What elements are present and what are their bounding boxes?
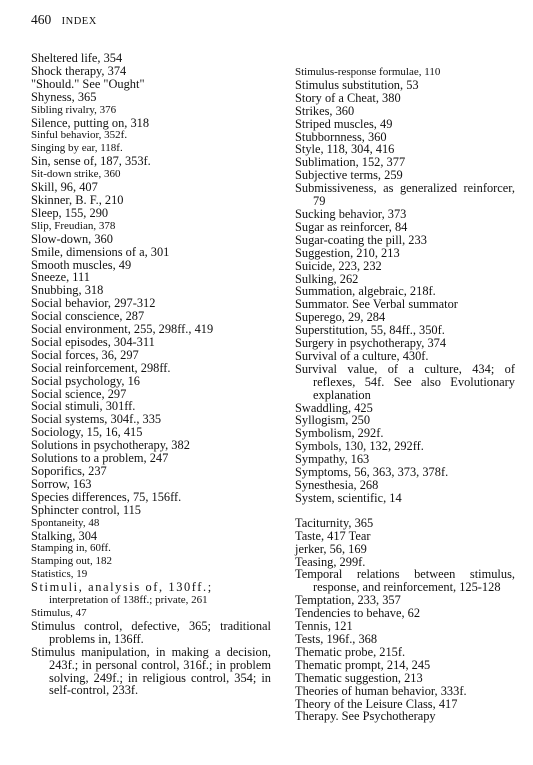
index-entry: Stamping out, 182 [31,555,112,568]
index-entry: Social reinforcement, 298ff. [31,360,171,375]
index-entry: Sugar-coating the pill, 233 [295,232,427,247]
index-entry: Subjective terms, 259 [295,168,403,183]
index-column-left [31,52,271,697]
running-title: INDEX [61,16,97,27]
index-entry: Stimulus, 47 [31,606,87,619]
index-entry: Thematic suggestion, 213 [295,670,423,685]
index-entry: Tests, 196f., 368 [295,631,378,646]
index-entry: Statistics, 19 [31,568,88,581]
index-entry: Silence, putting on, 318 [31,115,150,130]
index-entry: Social environment, 255, 298ff., 419 [31,322,214,337]
index-entry: Solutions in psychotherapy, 382 [31,438,190,453]
index-entry: Taciturnity, 365 [295,515,374,530]
index-entry: Strikes, 360 [295,103,355,118]
index-entry: Soporifics, 237 [31,464,107,478]
index-entry: Stimulus control, defective, 365; traditional problems in, 136ff. [31,618,271,646]
index-entry: Symbolism, 292f. [295,426,384,441]
index-entry: Social systems, 304f., 335 [31,412,162,427]
index-entry: Temporal relations between stimulus, response, and reinforcement, 125-128 [295,567,515,595]
index-entry: Thematic probe, 215f. [295,644,406,659]
index-entry: Stamping in, 60ff. [31,542,111,555]
index-entry: Stalking, 304 [31,528,98,543]
index-entry: Temptation, 233, 357 [295,593,401,608]
index-entry: Slip, Freudian, 378 [31,219,116,232]
index-entry: Therapy. See Psychotherapy [295,709,436,724]
page-number: 460 [31,12,52,27]
index-entry: Tennis, 121 [295,619,353,634]
index-entry: Sphincter control, 115 [31,502,142,517]
index-entry: Superstitution, 55, 84ff., 350f. [295,323,445,338]
index-entry: Taste, 417 Tear [295,528,371,543]
index-entry: Sympathy, 163 [295,452,370,467]
index-entry: Suicide, 223, 232 [295,258,382,273]
index-entry: Sociology, 15, 16, 415 [31,425,143,440]
index-entry: Solutions to a problem, 247 [31,451,169,466]
index-entry: Submissiveness, as generalized reinforcer, 79 [295,181,515,209]
index-entry: Sin, sense of, 187, 353f. [31,154,151,169]
index-entry: Smile, dimensions of a, 301 [31,244,170,259]
index-entry: Snubbing, 318 [31,283,104,298]
index-entry: Sugar as reinforcer, 84 [295,219,408,234]
index-entry: Sneeze, 111 [31,270,90,285]
index-entry: Social episodes, 304-311 [31,334,155,349]
index-entry: Sucking behavior, 373 [295,206,407,221]
index-entry: Smooth muscles, 49 [31,257,132,272]
index-entry: Social stimuli, 301ff. [31,399,136,414]
index-entry: Skinner, B. F., 210 [31,192,124,207]
index-entry: Theories of human behavior, 333f. [295,683,467,698]
index-entry: Synesthesia, 268 [295,478,379,492]
index-entry: Social psychology, 16 [31,373,140,388]
index-entry: Sublimation, 152, 377 [295,155,406,170]
index-entry: Superego, 29, 284 [295,310,386,325]
index-entry: System, scientific, 14 [295,490,402,505]
index-entry: Skill, 96, 407 [31,180,98,195]
index-entry: Survival of a culture, 430f. [295,348,429,363]
index-entry: Slow-down, 360 [31,231,113,246]
index-entry: "Should." See "Ought" [31,76,145,91]
index-entry: Social forces, 36, 297 [31,347,139,362]
index-entry: Stimulus-response formulae, 110 [295,66,441,78]
index-entry: Stubbornness, 360 [295,129,387,144]
index-entry: Sulking, 262 [295,271,359,286]
index-entry: Sibling rivalry, 376 [31,103,117,116]
index-entry: Story of a Cheat, 380 [295,90,401,105]
index-entry: Stimuli, analysis of, 130ff.; [31,580,213,595]
index-entry: Survival value, of a culture, 434; of reflexes, 54f. See also Evolutionary explanation [295,361,515,402]
index-entry: Theory of the Leisure Class, 417 [295,696,458,711]
index-entry: jerker, 56, 169 [295,541,367,556]
index-entry: Summation, algebraic, 218f. [295,284,436,299]
index-entry: Social behavior, 297-312 [31,296,156,311]
index-entry: Sinful behavior, 352f. [31,129,128,142]
index-entry: Surgery in psychotherapy, 374 [295,336,447,351]
index-entry: Style, 118, 304, 416 [295,142,395,157]
index-entry: Species differences, 75, 156ff. [31,489,182,504]
index-entry: Syllogism, 250 [295,413,371,428]
index-entry: Sleep, 155, 290 [31,205,109,220]
index-entry: Social science, 297 [31,386,127,401]
index-entry: Teasing, 299f. [295,554,366,569]
index-entry: Striped muscles, 49 [295,116,393,131]
index-entry: Singing by ear, 118f. [31,142,123,155]
index-entry: Swaddling, 425 [295,400,373,415]
index-entry: Sit-down strike, 360 [31,168,121,181]
index-entry: Shock therapy, 374 [31,63,127,78]
index-entry: Social conscience, 287 [31,309,145,324]
index-entry: Summator. See Verbal summator [295,297,458,312]
page-header [31,12,97,28]
index-section-gap [295,505,515,517]
index-entry: Symbols, 130, 132, 292ff. [295,439,424,454]
index-entry: Thematic prompt, 214, 245 [295,657,431,672]
index-entry: Symptoms, 56, 363, 373, 378f. [295,465,449,480]
index-entry: Shyness, 365 [31,89,97,104]
index-entry: Stimulus manipulation, in making a decision, 243f.; in personal control, 316f.; in problem solving, 249f.; in religious control, 354; in self-control, 233f. [31,644,271,698]
index-column-right [295,66,515,723]
index-entry: Tendencies to behave, 62 [295,606,421,621]
index-entry: Suggestion, 210, 213 [295,245,400,260]
index-entry: interpretation of 138ff.; private, 261 [49,594,208,607]
index-entry: Sheltered life, 354 [31,51,123,65]
index-entry: Stimulus substitution, 53 [295,77,419,92]
index-entry: Sorrow, 163 [31,476,92,491]
index-entry: Spontaneity, 48 [31,516,100,529]
